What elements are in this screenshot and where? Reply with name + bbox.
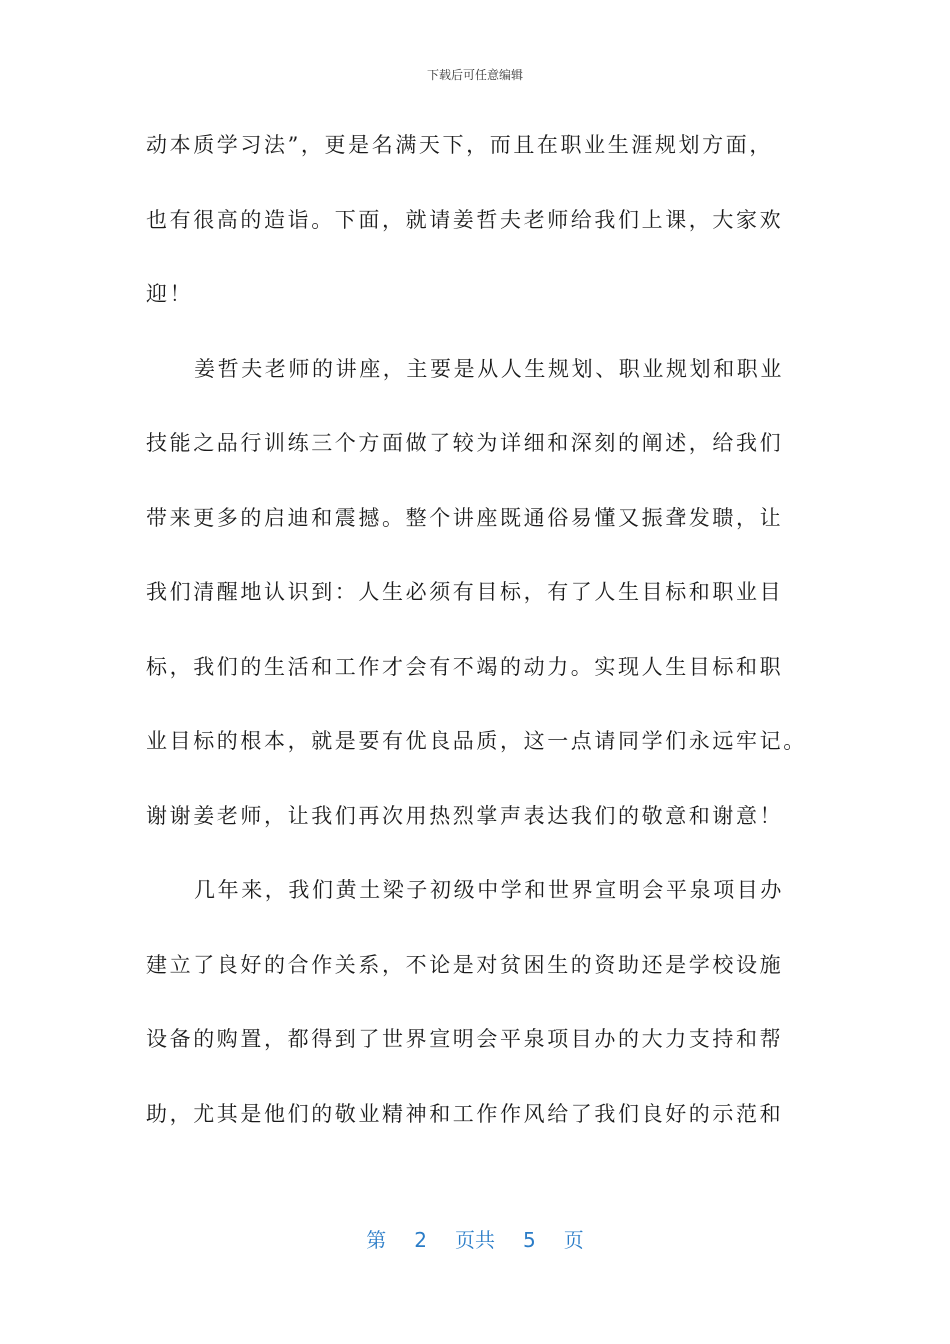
page-label-suffix: 页 [563,1228,584,1252]
text-line: 技能之品行训练三个方面做了较为详细和深刻的阐述，给我们 [146,431,784,455]
text-line: 谢谢姜老师，让我们再次用热烈掌声表达我们的敬意和谢意！ [146,803,784,828]
text-line: 动本质学习法”，更是名满天下，而且在职业生涯规划方面， [146,133,773,157]
current-page-number: 2 [414,1228,427,1252]
paragraph-start-line: 几年来，我们黄土梁子初级中学和世界宣明会平泉项目办 [194,878,784,902]
page-label-mid: 页共 [455,1228,495,1252]
text-line: 我们清醒地认识到：人生必须有目标，有了人生目标和职业目 [146,580,784,604]
paragraph-start-line: 姜哲夫老师的讲座，主要是从人生规划、职业规划和职业 [194,356,784,381]
page-number-footer [0,1224,950,1253]
text-line: 标，我们的生活和工作才会有不竭的动力。实现人生目标和职 [146,654,784,679]
text-line: 也有很高的造诣。下面，就请姜哲夫老师给我们上课，大家欢 [146,207,784,232]
text-line: 设备的购置，都得到了世界宣明会平泉项目办的大力支持和帮 [146,1027,784,1051]
total-pages-number: 5 [523,1228,536,1252]
text-line: 业目标的根本，就是要有优良品质，这一点请同学们永远牢记。 [146,729,807,753]
text-line: 迎！ [146,282,194,306]
document-body [146,118,806,1161]
header-note: 下载后可任意编辑 [426,68,523,82]
text-line: 助，尤其是他们的敬业精神和工作作风给了我们良好的示范和 [146,1101,784,1126]
text-line: 带来更多的启迪和震撼。整个讲座既通俗易懂又振聋发聩，让 [146,505,784,530]
page-label-prefix: 第 [366,1228,387,1252]
text-line: 建立了良好的合作关系，不论是对贫困生的资助还是学校设施 [146,952,784,977]
